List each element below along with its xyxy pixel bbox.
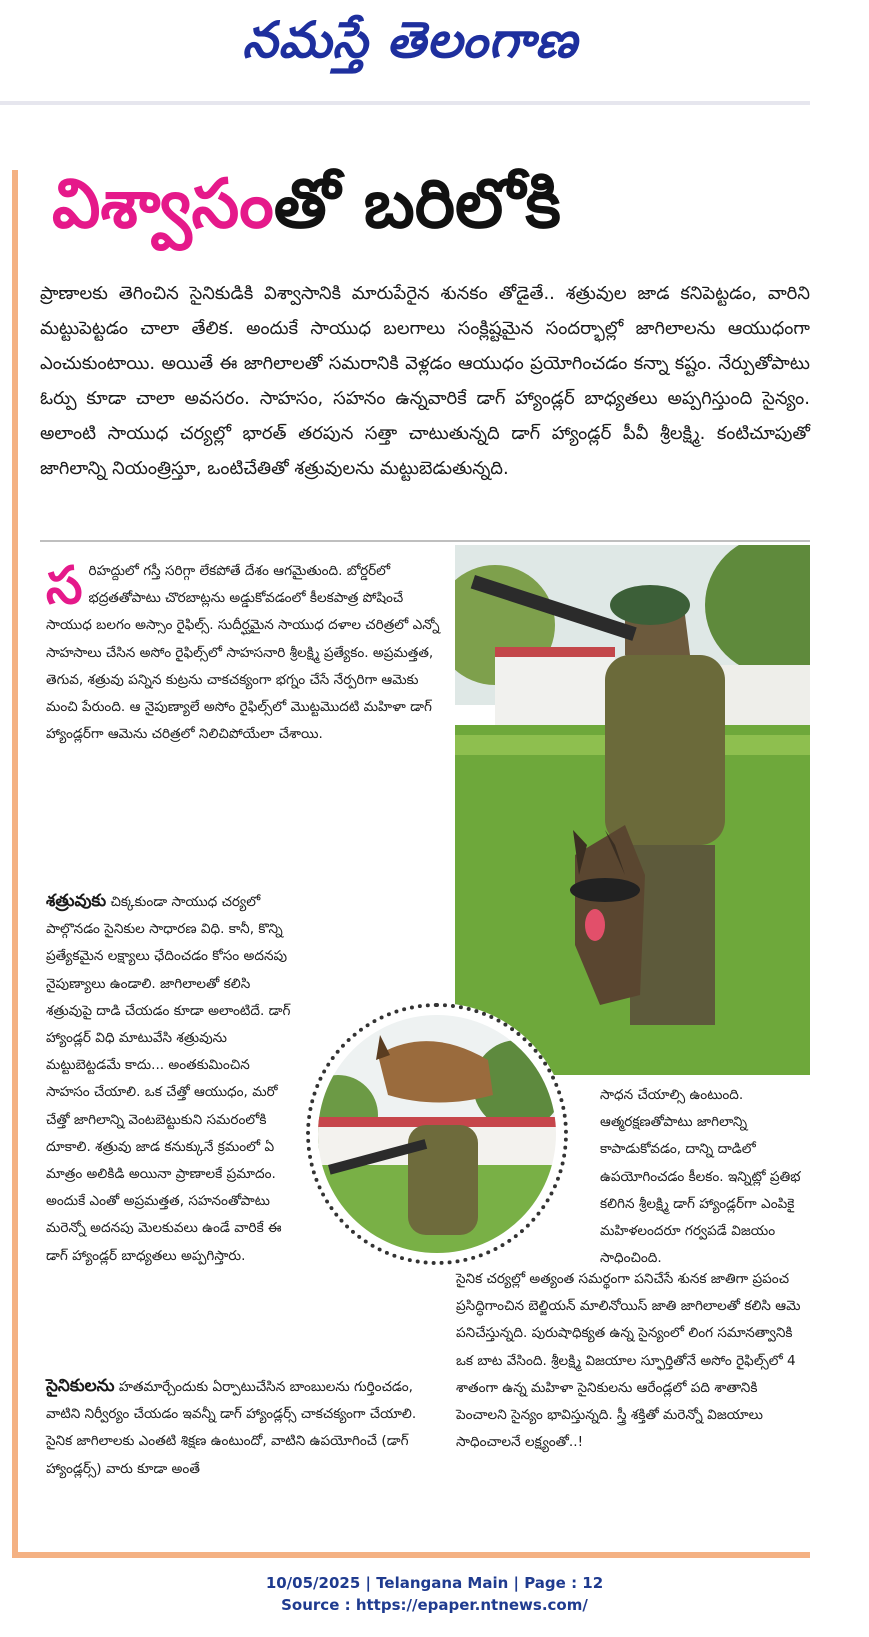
body-column-left-mid bbox=[46, 888, 296, 1270]
paragraph-3-lead-word: సైనికులను bbox=[46, 1376, 115, 1396]
article-headline bbox=[52, 150, 812, 260]
paragraph-3-text: హతమార్చేందుకు ఏర్పాటుచేసిన బాంబులను గుర్తించడం, వాటిని నిర్వీర్యం చేయడం ఇవన్నీ డాగ్ హ్యాండ్లర్స్ చాకచక్యంగా చేయాలి. సైనిక జాగిలాలకు ఎంతటి శిక్షణ ఉంటుందో, వాటిని ఉపయోగించే (డాగ్ హ్యాండ్లర్స్) వారు కూడా అంతే bbox=[46, 1379, 417, 1477]
newspaper-logo: నమస్తే తెలంగాణ bbox=[242, 10, 578, 69]
masthead bbox=[0, 0, 820, 100]
main-photo bbox=[455, 545, 810, 1075]
inset-photo bbox=[306, 1003, 568, 1265]
body-column-left-bottom bbox=[46, 1373, 446, 1483]
page-footer bbox=[0, 1572, 869, 1616]
paragraph-3 bbox=[46, 1373, 446, 1483]
article-lead bbox=[40, 276, 810, 486]
paragraph-2-lead-word: శత్రువుకు bbox=[46, 891, 107, 911]
soldier-with-dog-image bbox=[455, 545, 810, 1075]
article-frame-bottom bbox=[12, 1552, 810, 1558]
paragraph-5: సైనిక చర్యల్లో అత్యంత సమర్థంగా పనిచేసే శునక జాతిగా ప్రపంచ ప్రసిద్ధిగాంచిన బెల్జియన్ మాలినోయిస్ జాతి జాగిలాలతో కలిసి ఆమె పనిచేస్తున్నది. పురుషాధిక్యత ఉన్న సైన్యంలో లింగ సమానత్వానికి ఒక బాట వేసింది. శ్రీలక్ష్మి విజయాల స్ఫూర్తితోనే అసోం రైఫిల్స్‌లో 4 శాతంగా ఉన్న మహిళా సైనికులను ఆరేండ్లలో పది శాతానికి పెంచాలని సైన్యం భావిస్తున్నది. స్త్రీ శక్తితో మరెన్నో విజయాలు సాధించాలనే లక్ష్యంతో..! bbox=[456, 1271, 801, 1451]
lead-text: ప్రాణాలకు తెగించిన సైనికుడికి విశ్వాసానికి మారుపేరైన శునకం తోడైతే.. శత్రువుల జాడ కనిపెట్టడం, వారిని మట్టుపెట్టడం చాలా తేలిక. అందుకే సాయుధ బలగాలు సంక్లిష్టమైన సందర్భాల్లో జాగిలాలను ఆయుధంగా ఎంచుకుంటాయి. అయితే ఈ జాగిలాలతో సమరానికి వెళ్లడం ఆయుధం ప్రయోగించడం కన్నా కష్టం. నేర్పుతోపాటు ఓర్పు కూడా చాలా అవసరం. సాహసం, సహనం ఉన్నవారికే డాగ్ హ్యాండ్లర్ బాధ్యతలు అప్పగిస్తుంది సైన్యం. అలాంటి సాయుధ చర్యల్లో భారత్ తరపున సత్తా చాటుతున్నది డాగ్ హ్యాండ్లర్ పీవీ శ్రీలక్ష్మి. కంటిచూపుతో జాగిలాన్ని నియంత్రిస్తూ, ఒంటిచేతితో శత్రువులను మట్టుబెడుతున్నది. bbox=[40, 283, 810, 479]
soldier-carrying-dog-image bbox=[318, 1015, 556, 1253]
body-column-right-bottom bbox=[456, 1266, 810, 1456]
lead-divider bbox=[40, 540, 810, 542]
source-link[interactable]: Source : https://epaper.ntnews.com/ bbox=[281, 1596, 588, 1614]
article-frame-left bbox=[12, 170, 18, 1558]
edition-info: 10/05/2025 | Telangana Main | Page : 12 bbox=[265, 1574, 604, 1592]
paragraph-1-text: రిహద్దులో గస్తీ సరిగ్గా లేకపోతే దేశం ఆగమైతుంది. బోర్డర్‌లో భద్రతతోపాటు చొరబాట్లను అడ్డుకోవడంలో కీలకపాత్ర పోషించే సాయుధ బలగం అస్సాం రైఫిల్స్. సుదీర్ఘమైన సాయుధ దళాల చరిత్రలో ఎన్నో సాహసాలు చేసిన అసోం రైఫిల్స్‌లో సాహసనారి శ్రీలక్ష్మి ప్రత్యేకం. అప్రమత్తత, తెగువ, శత్రువు పన్నిన కుట్రను చాకచక్యంగా భగ్నం చేసే నేర్పరిగా ఆమెకు మంచి పేరుంది. ఆ నైపుణ్యాలే అసోం రైఫిల్స్‌లో మొట్టమొదటి మహిళా డాగ్ హ్యాండ్లర్‌గా ఆమెను చరిత్రలో నిలిచిపోయేలా చేశాయి. bbox=[46, 563, 440, 743]
paragraph-2-text: చిక్కకుండా సాయుధ చర్యలో పాల్గొనడం సైనికుల సాధారణ విధి. కానీ, కొన్ని ప్రత్యేకమైన లక్ష్యాలు ఛేదించడం కోసం అదనపు నైపుణ్యాలు ఉండాలి. జాగిలాలతో కలిసి శత్రువుపై దాడి చేయడం కూడా అలాంటిదే. డాగ్ హ్యాండ్లర్ విధి మాటువేసి శత్రువును మట్టుబెట్టడమే కాదు... అంతకుమించిన సాహసం చేయాలి. ఒక చేత్తో ఆయుధం, మరో చేత్తో జాగిలాన్ని వెంటబెట్టుకుని సమరంలోకి దూకాలి. శత్రువు జాడ కనుక్కునే క్రమంలో ఏ మాత్రం అలికిడి అయినా ప్రాణాలకే ప్రమాదం. అందుకే ఎంతో అప్రమత్తత, సహనంతోపాటు మరెన్నో అదనపు మెలకువలు ఉండే వారికే ఈ డాగ్ హ్యాండ్లర్ బాధ్యతలు అప్పగిస్తారు. bbox=[46, 894, 291, 1264]
paragraph-2 bbox=[46, 888, 296, 1270]
masthead-divider bbox=[0, 101, 810, 105]
headline-highlight: విశ్వాసం bbox=[52, 165, 274, 244]
paragraph-4: సాధన చేయాల్సి ఉంటుంది. ఆత్మరక్షణతోపాటు జాగిలాన్ని కాపాడుకోవడం, దాన్ని దాడిలో ఉపయోగించడం కీలకం. ఇన్నిట్లో ప్రతిభ కలిగిన శ్రీలక్ష్మి డాగ్ హ్యాండ్లర్‌గా ఎంపికై మహిళలందరూ గర్వపడే విజయం సాధించింది. bbox=[600, 1087, 801, 1267]
headline-rest: తో బరిలోకి bbox=[273, 165, 561, 244]
body-column-left-top bbox=[46, 558, 446, 748]
drop-cap: స bbox=[46, 556, 83, 616]
paragraph-1 bbox=[46, 558, 446, 748]
body-column-right-top bbox=[600, 1082, 810, 1272]
